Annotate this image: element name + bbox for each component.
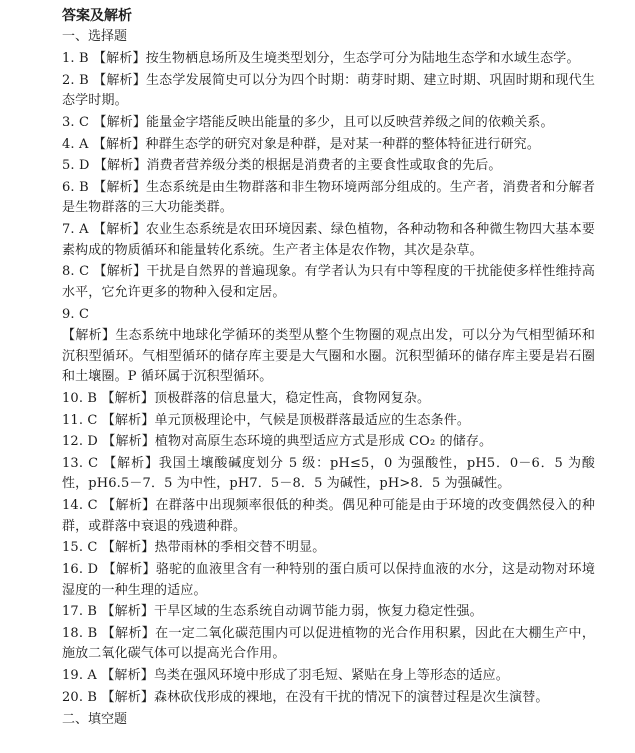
analysis-text: 农业生态系统是农田环境因素、绿色植物，各种动物和各种微生物四大基本要素构成的物质循环和能量转化系统。生产者主体是农作物，其次是杂草。 xyxy=(62,222,595,258)
answer-number: 16. xyxy=(62,562,84,577)
analysis-text: 生态系统中地球化学循环的类型从整个生物圈的观点出发，可以分为气相型循环和沉积型循环。气相型循环的储存库主要是大气圈和水圈。沉积型循环的储存库主要是岩石圈和土壤圈。P 循环属于沉积型循环。 xyxy=(62,328,595,385)
answer-item xyxy=(62,156,595,177)
analysis-tag: 【解析】 xyxy=(93,264,147,280)
analysis-tag: 【解析】 xyxy=(62,328,116,344)
answer-number: 10. xyxy=(62,390,84,406)
answer-choice: B xyxy=(79,72,89,88)
analysis-text: 干扰是自然界的普遍现象。有学者认为只有中等程度的干扰能使多样性维持高水平，它允许更多的物种入侵和定居。 xyxy=(62,264,595,300)
answer-item xyxy=(62,113,595,134)
analysis-text: 干旱区域的生态系统自动调节能力弱，恢复力稳定性强。 xyxy=(154,604,483,620)
analysis-tag: 【解析】 xyxy=(101,604,155,620)
analysis-tag: 【解析】 xyxy=(92,222,146,238)
analysis-tag: 【解析】 xyxy=(93,51,146,66)
answer-number: 7. xyxy=(62,222,75,238)
answer-choice: A xyxy=(79,136,89,152)
answer-choice: B xyxy=(87,390,98,406)
answer-item xyxy=(62,49,595,70)
answer-item xyxy=(62,688,595,709)
answer-item xyxy=(62,411,595,432)
answer-choice: B xyxy=(87,689,98,705)
analysis-tag: 【解析】 xyxy=(93,72,146,88)
answer-choice: C xyxy=(87,498,98,514)
answer-choice: C xyxy=(87,412,98,428)
analysis-text: 按生物栖息场所及生境类型划分，生态学可分为陆地生态学和水域生态学。 xyxy=(145,51,580,66)
answer-item xyxy=(62,135,595,156)
analysis-tag: 【解析】 xyxy=(93,114,147,130)
answer-item xyxy=(62,71,595,112)
answer-choice: B xyxy=(79,179,89,195)
answer-number: 3. xyxy=(62,114,75,130)
analysis-tag: 【解析】 xyxy=(92,136,146,152)
answer-choice: D xyxy=(87,434,98,450)
answer-number: 14. xyxy=(62,498,84,514)
answer-number: 17. xyxy=(62,604,84,620)
answer-choice: D xyxy=(87,562,99,577)
answer-number: 13. xyxy=(62,455,84,471)
answer-choice: C xyxy=(87,540,98,556)
analysis-tag: 【解析】 xyxy=(101,668,154,684)
answer-number: 19. xyxy=(62,668,84,684)
analysis-tag: 【解析】 xyxy=(102,498,156,514)
analysis-tag: 【解析】 xyxy=(93,158,147,174)
analysis-text: 骆驼的血液里含有一种特别的蛋白质可以保持血液的水分，这是动物对环境湿度的一种生理的适应。 xyxy=(62,562,595,598)
answer-choice: B xyxy=(87,625,98,641)
answer-list xyxy=(62,49,595,708)
answer-item xyxy=(62,560,595,601)
answer-item xyxy=(62,538,595,559)
analysis-text: 在群落中出现频率很低的种类。偶见种可能是由于环境的改变偶然侵入的种群，或群落中衰退的残遗种群。 xyxy=(62,498,595,534)
section-heading-choice: 一、选择题 xyxy=(62,29,128,44)
analysis-tag: 【解析】 xyxy=(101,689,155,705)
analysis-text: 顶极群落的信息量大，稳定性高，食物网复杂。 xyxy=(154,390,431,406)
answer-item xyxy=(62,666,595,687)
answer-number: 9. xyxy=(62,306,75,322)
answer-number: 1. xyxy=(62,51,75,66)
analysis-text: 生态系统是由生物群落和非生物环境两部分组成的。生产者，消费者和分解者是生物群落的三大功能类群。 xyxy=(62,179,595,216)
answer-item xyxy=(62,454,595,495)
analysis-text: 单元顶极理论中，气候是顶极群落最适应的生态条件。 xyxy=(154,412,471,428)
analysis-text: 生态学发展简史可以分为四个时期：萌芽时期、建立时期、巩固时期和现代生态学时期。 xyxy=(62,72,595,109)
answer-choice: C xyxy=(79,306,90,322)
section-heading-fill: 二、填空题 xyxy=(62,712,128,728)
analysis-tag: 【解析】 xyxy=(101,412,155,428)
answer-choice: A xyxy=(79,222,89,238)
answer-number: 11. xyxy=(62,412,84,428)
analysis-text: 消费者营养级分类的根据是消费者的主要食性或取食的先后。 xyxy=(146,158,502,174)
answer-number: 18. xyxy=(62,625,84,641)
answer-choice: A xyxy=(87,668,97,684)
answer-item xyxy=(62,305,595,326)
analysis-text: 种群生态学的研究对象是种群，是对某一种群的整体特征进行研究。 xyxy=(145,136,540,152)
analysis-tag: 【解析】 xyxy=(102,562,156,577)
analysis-text: 鸟类在强风环境中形成了羽毛短、紧贴在身上等形态的适应。 xyxy=(153,668,509,684)
answer-item xyxy=(62,178,595,219)
answer-item xyxy=(62,432,595,453)
analysis-text: 能量金字塔能反映出能量的多少，且可以反映营养级之间的依赖关系。 xyxy=(146,114,554,130)
answer-choice: B xyxy=(79,51,89,66)
answer-item xyxy=(62,602,595,623)
page-title: 答案及解析 xyxy=(62,8,132,24)
answer-number: 12. xyxy=(62,434,84,450)
answer-number: 5. xyxy=(62,158,75,174)
analysis-tag: 【解析】 xyxy=(101,625,156,641)
analysis-tag: 【解析】 xyxy=(101,390,155,406)
answer-number: 20. xyxy=(62,689,84,705)
analysis-tag: 【解析】 xyxy=(103,455,159,471)
answer-item xyxy=(62,624,595,665)
answer-item xyxy=(62,220,595,261)
analysis-text: 我国土壤酸碱度划分 5 级：pH≤5，0 为强酸性，pH5．0－6．5 为酸性，pH6.5－7．5 为中性，pH7．5－8．5 为碱性，pH>8．5 为强碱性。 xyxy=(62,455,595,492)
answer-choice: D xyxy=(79,158,90,174)
answer-choice: C xyxy=(79,114,90,130)
answer-item xyxy=(62,389,595,410)
analysis-text: 热带雨林的季相交替不明显。 xyxy=(154,540,326,556)
answer-number: 15. xyxy=(62,540,84,556)
answer-item xyxy=(62,326,595,388)
analysis-tag: 【解析】 xyxy=(101,540,155,556)
answer-number: 8. xyxy=(62,264,75,280)
answer-choice: C xyxy=(88,455,99,471)
analysis-text: 在一定二氧化碳范围内可以促进植物的光合作用积累，因此在大棚生产中，施放二氧化碳气体可以提高光合作用。 xyxy=(62,625,595,662)
answer-number: 6. xyxy=(62,179,75,195)
answer-item xyxy=(62,496,595,537)
answer-choice: B xyxy=(87,604,98,620)
answer-choice: C xyxy=(79,264,90,280)
analysis-tag: 【解析】 xyxy=(93,179,146,195)
analysis-text: 森林砍伐形成的裸地，在没有干扰的情况下的演替过程是次生演替。 xyxy=(154,689,549,705)
answer-number: 2. xyxy=(62,72,75,88)
analysis-text: 植物对高原生态环境的典型适应方式是形成 CO₂ 的储存。 xyxy=(154,434,493,450)
answer-number: 4. xyxy=(62,136,75,152)
answer-item xyxy=(62,262,595,303)
analysis-tag: 【解析】 xyxy=(102,434,155,450)
